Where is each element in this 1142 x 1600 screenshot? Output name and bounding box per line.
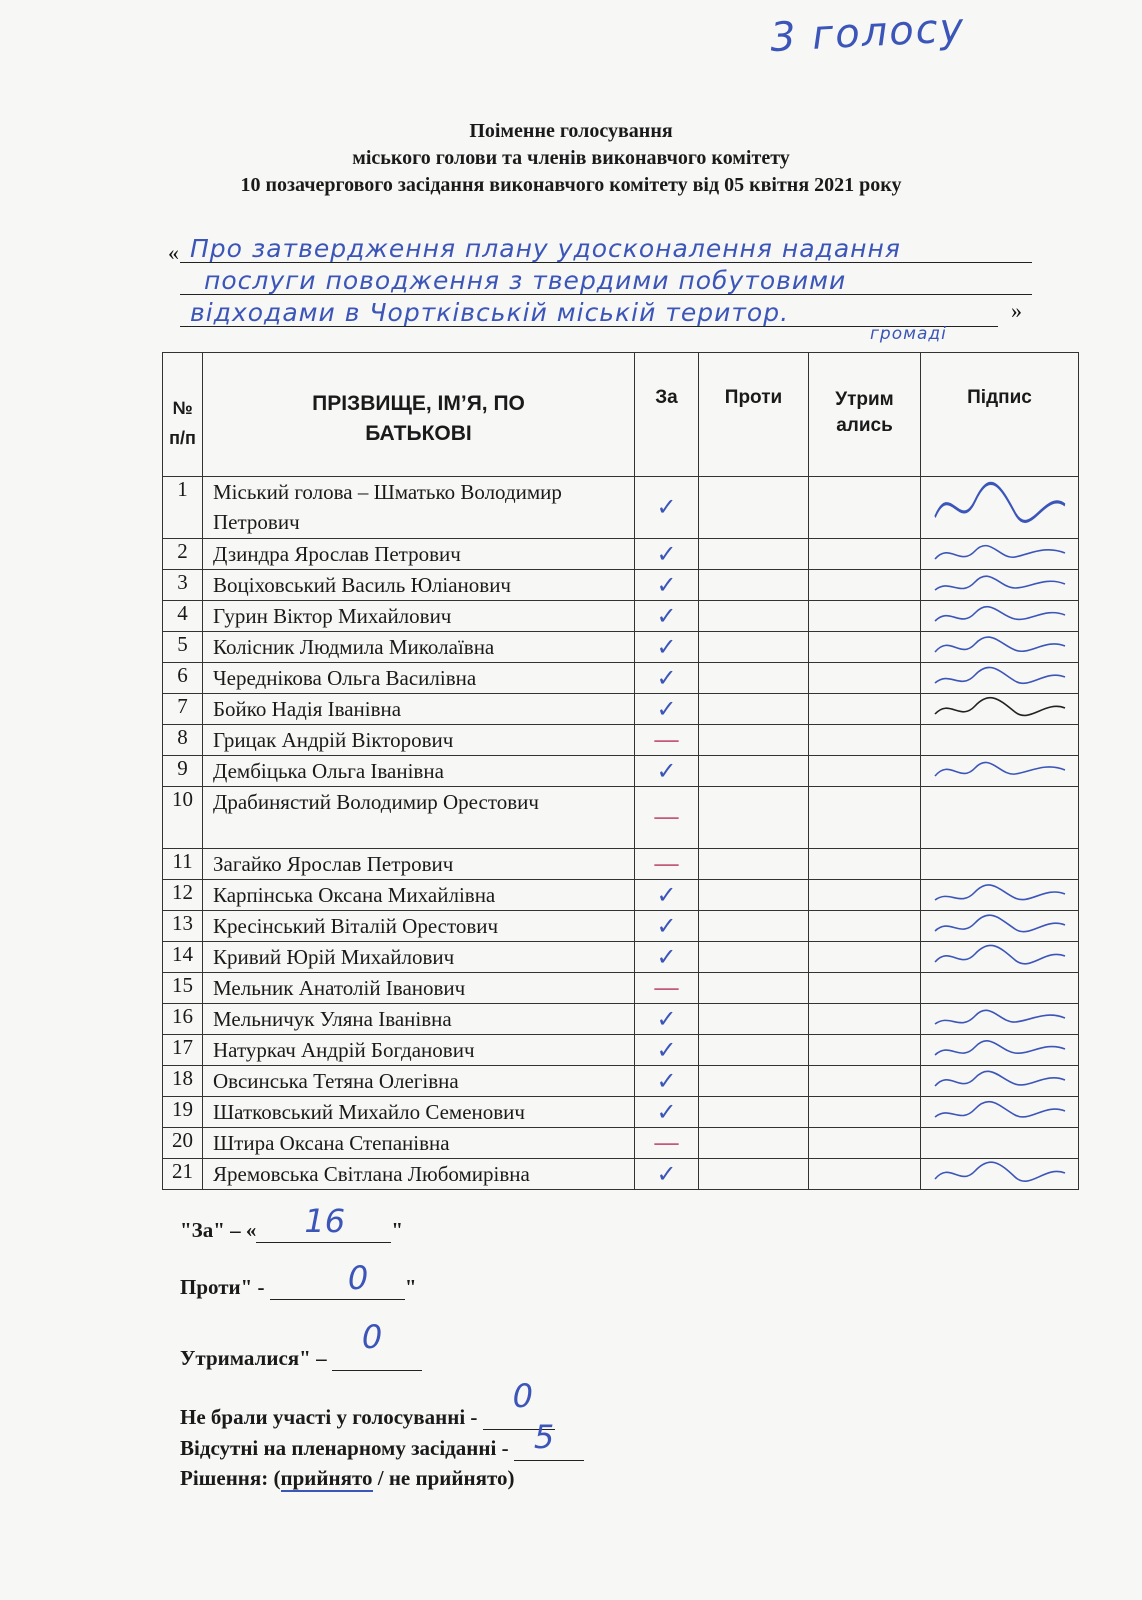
signature-icon [925,942,1075,972]
signature-icon [925,1097,1075,1127]
signature-cell [921,725,1079,756]
subject-line-2: послуги поводження з твердими побутовими [204,266,847,295]
checkmark-icon: ✓ [635,1097,699,1128]
abstain-cell [809,756,921,787]
signature-cell [921,632,1079,663]
handwritten-corner-note: 3 голосу [768,4,967,62]
against-count: 0 [347,1259,369,1297]
signature-cell [921,601,1079,632]
row-number: 14 [163,942,203,973]
signature-cell [921,1097,1079,1128]
document-header [0,118,1142,199]
signature-cell [921,694,1079,725]
signature-cell [921,1035,1079,1066]
against-cell [699,787,809,849]
decision-accepted: прийнято [280,1466,373,1490]
subject-line-1: Про затвердження плану удосконалення надання [190,234,901,263]
row-number: 4 [163,601,203,632]
signature-icon [925,539,1075,569]
member-name: Кресінський Віталій Орестович [203,911,635,942]
signature-cell [921,911,1079,942]
against-cell [699,1035,809,1066]
against-cell [699,694,809,725]
abstain-cell [809,1159,921,1190]
subject-open-quote: « [168,240,179,265]
member-name: Міський голова – Шматько Володимир Петрович [203,477,635,539]
table-row [163,663,1079,694]
member-name: Драбинястий Володимир Орестович [203,787,635,849]
abstain-cell [809,1035,921,1066]
signature-cell [921,1066,1079,1097]
signature-cell [921,477,1079,539]
header-abstain: Утрим ались [809,353,921,477]
summary-abstain: Утрималися" – 0 [180,1346,422,1371]
against-cell [699,756,809,787]
row-number: 16 [163,1004,203,1035]
table-row [163,942,1079,973]
signature-cell [921,1004,1079,1035]
signature-icon [925,477,1075,537]
table-row [163,601,1079,632]
against-cell [699,1159,809,1190]
signature-cell [921,1159,1079,1190]
table-row [163,1004,1079,1035]
subject-line-3: відходами в Чортківській міській територ. [190,298,790,327]
row-number: 12 [163,880,203,911]
row-number: 21 [163,1159,203,1190]
member-name: Шатковський Михайло Семенович [203,1097,635,1128]
row-number: 10 [163,787,203,849]
row-number: 5 [163,632,203,663]
abstain-cell [809,911,921,942]
signature-cell [921,942,1079,973]
dash-mark: — [635,787,699,849]
against-cell [699,1097,809,1128]
signature-icon [925,663,1075,693]
header-name: ПРІЗВИЩЕ, ІМ’Я, ПО БАТЬКОВІ [203,353,635,477]
table-row [163,973,1079,1004]
signature-icon [925,756,1075,786]
row-number: 8 [163,725,203,756]
table-row [163,539,1079,570]
abstain-cell [809,477,921,539]
abstain-cell [809,787,921,849]
abstain-cell [809,539,921,570]
member-name: Гурин Віктор Михайлович [203,601,635,632]
against-cell [699,880,809,911]
dash-mark: — [635,1128,699,1159]
row-number: 19 [163,1097,203,1128]
vote-subject [168,232,1058,342]
table-row [163,477,1079,539]
checkmark-icon: ✓ [635,911,699,942]
table-row [163,880,1079,911]
signature-cell [921,849,1079,880]
signature-icon [925,1159,1075,1189]
abstain-cell [809,849,921,880]
member-name: Мельничук Уляна Іванівна [203,1004,635,1035]
against-cell [699,725,809,756]
row-number: 20 [163,1128,203,1159]
abstain-cell [809,601,921,632]
not-voting-count: 0 [512,1377,534,1415]
against-cell [699,601,809,632]
signature-cell [921,756,1079,787]
abstain-cell [809,694,921,725]
member-name: Натуркач Андрій Богданович [203,1035,635,1066]
checkmark-icon: ✓ [635,1066,699,1097]
abstain-cell [809,1097,921,1128]
against-cell [699,1004,809,1035]
checkmark-icon: ✓ [635,756,699,787]
dash-mark: — [635,725,699,756]
checkmark-icon: ✓ [635,1004,699,1035]
absent-count: 5 [533,1418,555,1456]
table-row [163,1066,1079,1097]
signature-icon [925,880,1075,910]
header-line-1: Поіменне голосування [469,120,673,142]
header-for: За [635,353,699,477]
checkmark-icon: ✓ [635,1035,699,1066]
row-number: 11 [163,849,203,880]
member-name: Мельник Анатолій Іванович [203,973,635,1004]
row-number: 15 [163,973,203,1004]
summary-decision: Рішення: (прийнято / не прийнято) [180,1466,515,1490]
summary-absent: Відсутні на пленарному засіданні - 5 [180,1436,584,1461]
member-name: Дзиндра Ярослав Петрович [203,539,635,570]
signature-icon [925,632,1075,662]
subject-close-quote: » [1011,298,1022,323]
table-row [163,632,1079,663]
member-name: Овсинська Тетяна Олегівна [203,1066,635,1097]
against-cell [699,632,809,663]
against-cell [699,1128,809,1159]
signature-cell [921,1128,1079,1159]
row-number: 17 [163,1035,203,1066]
abstain-cell [809,1128,921,1159]
table-row [163,725,1079,756]
header-line-2: міського голови та членів виконавчого комітету [352,147,790,169]
abstain-cell [809,880,921,911]
against-cell [699,911,809,942]
member-name: Яремовська Світлана Любомирівна [203,1159,635,1190]
header-signature: Підпис [921,353,1079,477]
table-row [163,849,1079,880]
member-name: Бойко Надія Іванівна [203,694,635,725]
member-name: Дембіцька Ольга Іванівна [203,756,635,787]
member-name: Штира Оксана Степанівна [203,1128,635,1159]
row-number: 7 [163,694,203,725]
signature-icon [925,911,1075,941]
checkmark-icon: ✓ [635,477,699,539]
table-row [163,694,1079,725]
row-number: 9 [163,756,203,787]
member-name: Воціховський Василь Юліанович [203,570,635,601]
member-name: Грицак Андрій Вікторович [203,725,635,756]
signature-icon [925,694,1075,724]
dash-mark: — [635,849,699,880]
member-name: Загайко Ярослав Петрович [203,849,635,880]
table-row [163,1035,1079,1066]
member-name: Кривий Юрій Михайлович [203,942,635,973]
against-cell [699,849,809,880]
signature-cell [921,663,1079,694]
checkmark-icon: ✓ [635,942,699,973]
table-row [163,570,1079,601]
signature-cell [921,539,1079,570]
abstain-cell [809,725,921,756]
header-line-3: 10 позачергового засідання виконавчого комітету від 05 квітня 2021 року [240,174,902,196]
table-row [163,1097,1079,1128]
abstain-cell [809,973,921,1004]
signature-icon [925,570,1075,600]
against-cell [699,663,809,694]
for-count: 16 [304,1202,346,1240]
checkmark-icon: ✓ [635,570,699,601]
against-cell [699,1066,809,1097]
row-number: 6 [163,663,203,694]
against-cell [699,539,809,570]
summary-against: Проти" - 0 " [180,1259,417,1299]
abstain-cell [809,663,921,694]
member-name: Колісник Людмила Миколаївна [203,632,635,663]
signature-icon [925,1035,1075,1065]
signature-icon [925,1066,1075,1096]
signature-cell [921,880,1079,911]
checkmark-icon: ✓ [635,632,699,663]
checkmark-icon: ✓ [635,539,699,570]
row-number: 13 [163,911,203,942]
table-row [163,911,1079,942]
abstain-cell [809,942,921,973]
table-row [163,1128,1079,1159]
subject-tail: громаді [870,324,947,344]
signature-cell [921,973,1079,1004]
summary-not-voting: Не брали участі у голосуванні - 0 [180,1405,555,1430]
abstain-cell [809,1066,921,1097]
table-row [163,1159,1079,1190]
row-number: 2 [163,539,203,570]
checkmark-icon: ✓ [635,1159,699,1190]
header-number: № п/п [163,353,203,477]
checkmark-icon: ✓ [635,663,699,694]
checkmark-icon: ✓ [635,601,699,632]
signature-icon [925,1004,1075,1034]
abstain-count: 0 [361,1318,383,1356]
checkmark-icon: ✓ [635,880,699,911]
header-against: Проти [699,353,809,477]
roll-call-table [162,352,1079,1190]
against-cell [699,973,809,1004]
abstain-cell [809,1004,921,1035]
signature-cell [921,787,1079,849]
signature-cell [921,570,1079,601]
checkmark-icon: ✓ [635,694,699,725]
signature-icon [925,601,1075,631]
member-name: Череднікова Ольга Василівна [203,663,635,694]
summary-for: "За" – « 16 " [180,1202,404,1242]
abstain-cell [809,570,921,601]
abstain-cell [809,632,921,663]
member-name: Карпінська Оксана Михайлівна [203,880,635,911]
table-row [163,787,1079,849]
against-cell [699,942,809,973]
row-number: 18 [163,1066,203,1097]
against-cell [699,570,809,601]
row-number: 3 [163,570,203,601]
against-cell [699,477,809,539]
table-row [163,756,1079,787]
row-number: 1 [163,477,203,539]
dash-mark: — [635,973,699,1004]
